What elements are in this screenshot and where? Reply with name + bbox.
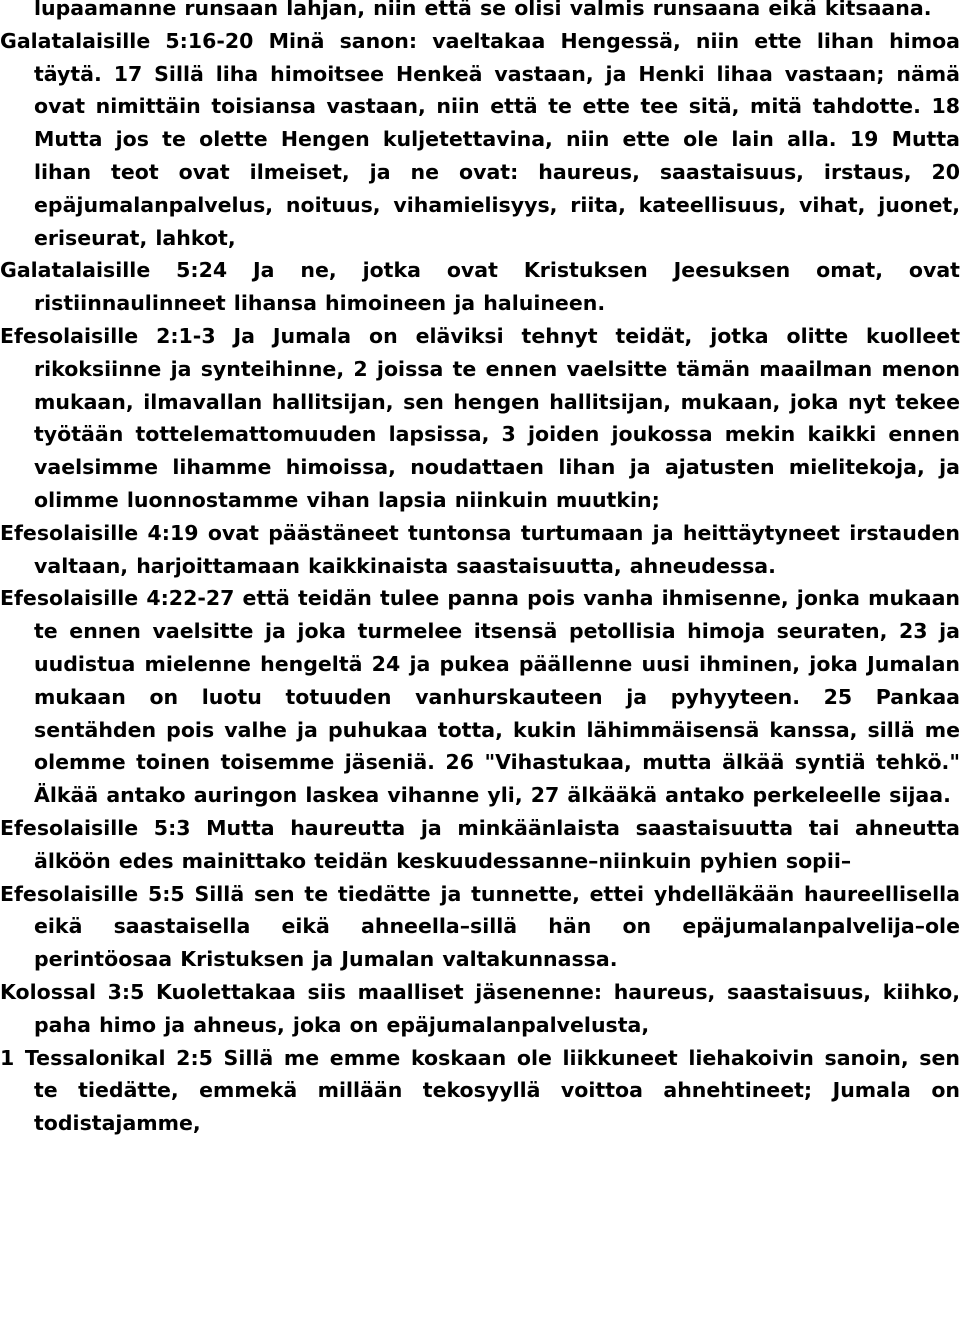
paragraph-galatians-5-24: Galatalaisille 5:24 Ja ne, jotka ovat Kristuksen Jeesuksen omat, ovat ristiinnaulinneet lihansa himoineen ja haluineen. — [0, 258, 960, 316]
paragraph-ephesians-5-5: Efesolaisille 5:5 Sillä sen te tiedätte ja tunnette, ettei yhdelläkään haureellisella eikä saastaisella eikä ahneella–sillä hän on epäjumalanpalvelija–ole perintöosaa Kristuksen ja Jumalan valtakunnassa. — [0, 881, 960, 972]
paragraph-ephesians-5-3: Efesolaisille 5:3 Mutta haureutta ja minkäänlaista saastaisuutta tai ahneutta älköön edes mainittako teidän keskuudessanne–niinkuin pyhien sopii– — [0, 815, 960, 873]
paragraph-ephesians-4-22: Efesolaisille 4:22-27 että teidän tulee panna pois vanha ihmisenne, jonka mukaan te ennen vaelsitte ja joka turmelee itsensä petollisia himoja seuraten, 23 ja uudistua mielenne hengeltä 24 ja pukea päällenne uusi ihminen, joka Jumalan mukaan on luotu totuuden vanhurskauteen ja pyhyyteen. 25 Pankaa sentähden pois valhe ja puhukaa totta, kukin lähimmäisensä kanssa, sillä me olemme toinen toisemme jäseniä. 26 "Vihastukaa, mutta älkää syntiä tehkö." Älkää antako auringon laskea vihanne yli, 27 älkääkä antako perkeleelle sijaa. — [0, 586, 960, 808]
paragraph-galatians-5-16: Galatalaisille 5:16-20 Minä sanon: vaeltakaa Hengessä, niin ette lihan himoa täytä. 17 Sillä liha himoitsee Henkeä vastaan, ja Henki lihaa vastaan; nämä ovat nimittäin toisiansa vastaan, niin että te ette tee sitä, mitä tahdotte. 18 Mutta jos te olette Hengen kuljetettavina, niin ette ole lain alla. 19 Mutta lihan teot ovat ilmeiset, ja ne ovat: haureus, saastaisuus, irstaus, 20 epäjumalanpalvelus, noituus, vihamielisyys, riita, kateellisuus, vihat, juonet, eriseurat, lahkot, — [0, 28, 960, 250]
paragraph-continuation: lupaamanne runsaan lahjan, niin että se olisi valmis runsaana eikä kitsaana. — [34, 0, 932, 20]
paragraph-ephesians-2-1: Efesolaisille 2:1-3 Ja Jumala on eläviksi tehnyt teidät, jotka olitte kuolleet rikoksiinne ja synteihinne, 2 joissa te ennen vaelsitte tämän maailman menon mukaan, ilmavallan hallitsijan, sen hengen hallitsijan, mukaan, joka nyt tekee työtään tottelemattomuuden lapsissa, 3 joiden joukossa mekin kaikki ennen vaelsimme lihamme himoissa, noudattaen lihan ja ajatusten mielitekoja, ja olimme luonnostamme vihan lapsia niinkuin muutkin; — [0, 323, 960, 512]
paragraph-colossians-3-5: Kolossal 3:5 Kuolettakaa siis maalliset jäsenenne: haureus, saastaisuus, kiihko, paha himo ja ahneus, joka on epäjumalanpalvelusta, — [0, 979, 960, 1037]
paragraph-ephesians-4-19: Efesolaisille 4:19 ovat päästäneet tuntonsa turtumaan ja heittäytyneet irstauden valtaan, harjoittamaan kaikkinaista saastaisuutta, ahneudessa. — [0, 520, 960, 578]
paragraph-thessalonians-2-5: 1 Tessalonikal 2:5 Sillä me emme koskaan ole liikkuneet liehakoivin sanoin, sen te tiedätte, emmekä millään tekosyyllä voittoa ahnehtineet; Jumala on todistajamme, — [0, 1045, 960, 1136]
